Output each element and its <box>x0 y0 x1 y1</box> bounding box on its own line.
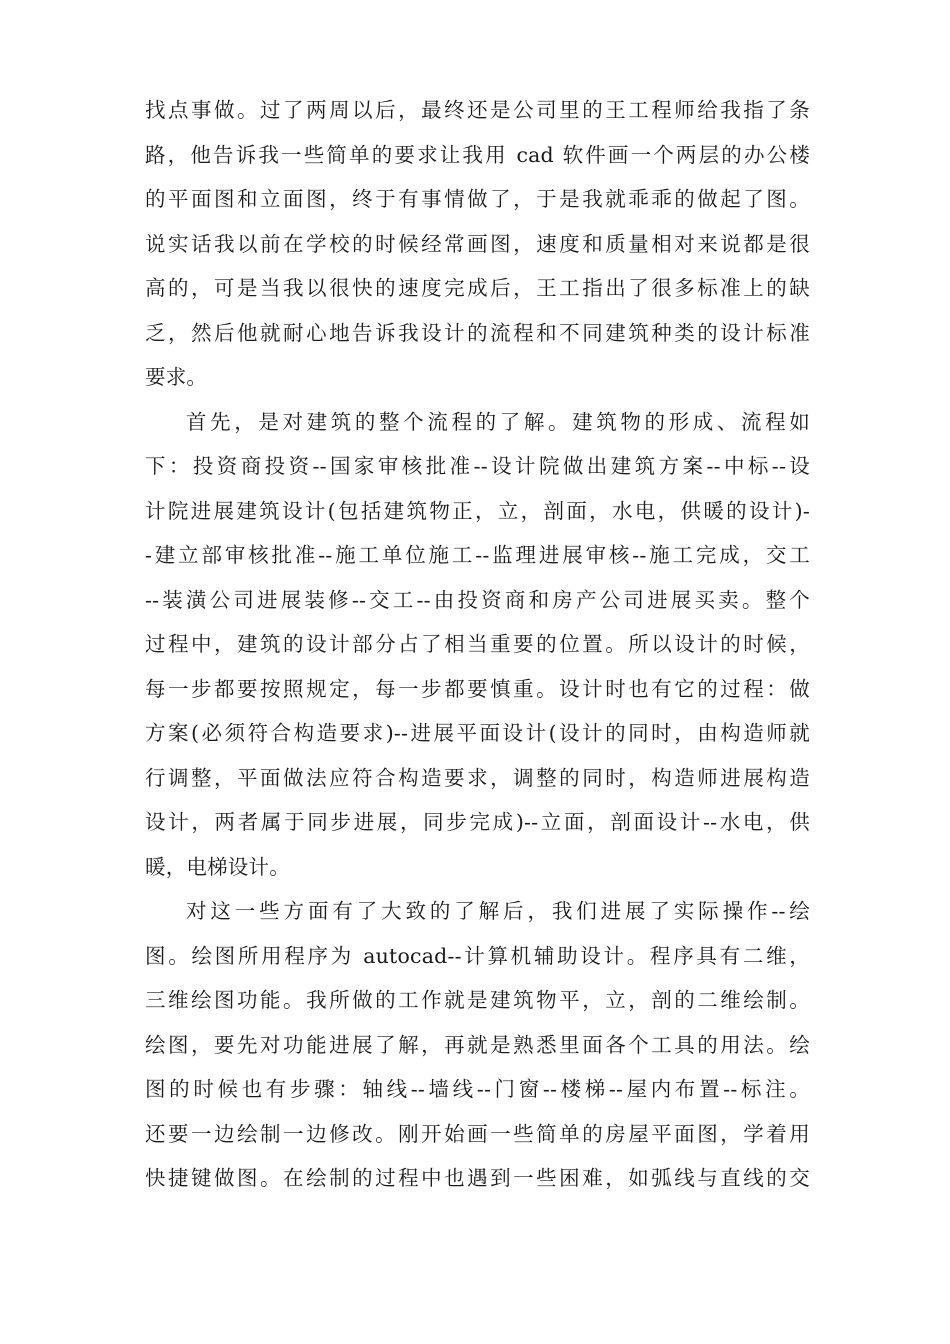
text-line: 设计，两者属于同步进展，同步完成)--立面，剖面设计--水电，供 <box>145 810 810 834</box>
text-line: 路，他告诉我一些简单的要求让我用 cad 软件画一个两层的办公楼 <box>145 142 810 167</box>
text-line: 下：投资商投资--国家审核批准--设计院做出建筑方案--中标--设 <box>145 454 810 478</box>
text-line: 要求。 <box>145 365 208 389</box>
text-line: 的平面图和立面图，终于有事情做了，于是我就乖乖的做起了图。 <box>145 187 810 211</box>
paragraph-3 <box>145 889 810 1201</box>
paragraph-2 <box>145 400 810 890</box>
text-line: 图。绘图所用程序为 autocad--计算机辅助设计。程序具有二维， <box>145 943 810 968</box>
text-line: 暖，电梯设计。 <box>145 854 290 879</box>
text-line: 每一步都要按照规定，每一步都要慎重。设计时也有它的过程：做 <box>145 676 810 701</box>
text-line: 行调整，平面做法应符合构造要求，调整的同时，构造师进展构造 <box>145 765 810 790</box>
text-line: 找点事做。过了两周以后，最终还是公司里的王工程师给我指了条 <box>145 98 810 122</box>
paragraph-1 <box>145 88 810 400</box>
text-line: 过程中，建筑的设计部分占了相当重要的位置。所以设计的时候， <box>145 632 810 656</box>
text-line: 乏，然后他就耐心地告诉我设计的流程和不同建筑种类的设计标准 <box>145 320 810 345</box>
text-line: 计院进展建筑设计(包括建筑物正，立，剖面，水电，供暖的设计)- <box>145 498 810 523</box>
text-line: 还要一边绘制一边修改。刚开始画一些简单的房屋平面图，学着用 <box>145 1121 810 1146</box>
text-line: 对这一些方面有了大致的了解后，我们进展了实际操作--绘 <box>186 899 810 923</box>
text-line: 绘图，要先对功能进展了解，再就是熟悉里面各个工具的用法。绘 <box>145 1032 810 1057</box>
text-line: 方案(必须符合构造要求)--进展平面设计(设计的同时，由构造师就 <box>145 721 810 745</box>
body-text <box>145 88 810 1201</box>
text-line: 快捷键做图。在绘制的过程中也遇到一些困难，如弧线与直线的交 <box>145 1166 810 1190</box>
text-line: 首先，是对建筑的整个流程的了解。建筑物的形成、流程如 <box>186 409 810 434</box>
text-line: 说实话我以前在学校的时候经常画图，速度和质量相对来说都是很 <box>145 231 810 256</box>
text-line: 三维绘图功能。我所做的工作就是建筑物平，立，剖的二维绘制。 <box>145 988 810 1012</box>
text-line: -建立部审核批准--施工单位施工--监理进展审核--施工完成，交工 <box>145 543 810 567</box>
text-line: --装潢公司进展装修--交工--由投资商和房产公司进展买卖。整个 <box>145 587 810 612</box>
text-line: 图的时候也有步骤：轴线--墙线--门窗--楼梯--屋内布置--标注。 <box>145 1077 810 1101</box>
text-line: 高的，可是当我以很快的速度完成后，王工指出了很多标准上的缺 <box>145 276 810 300</box>
